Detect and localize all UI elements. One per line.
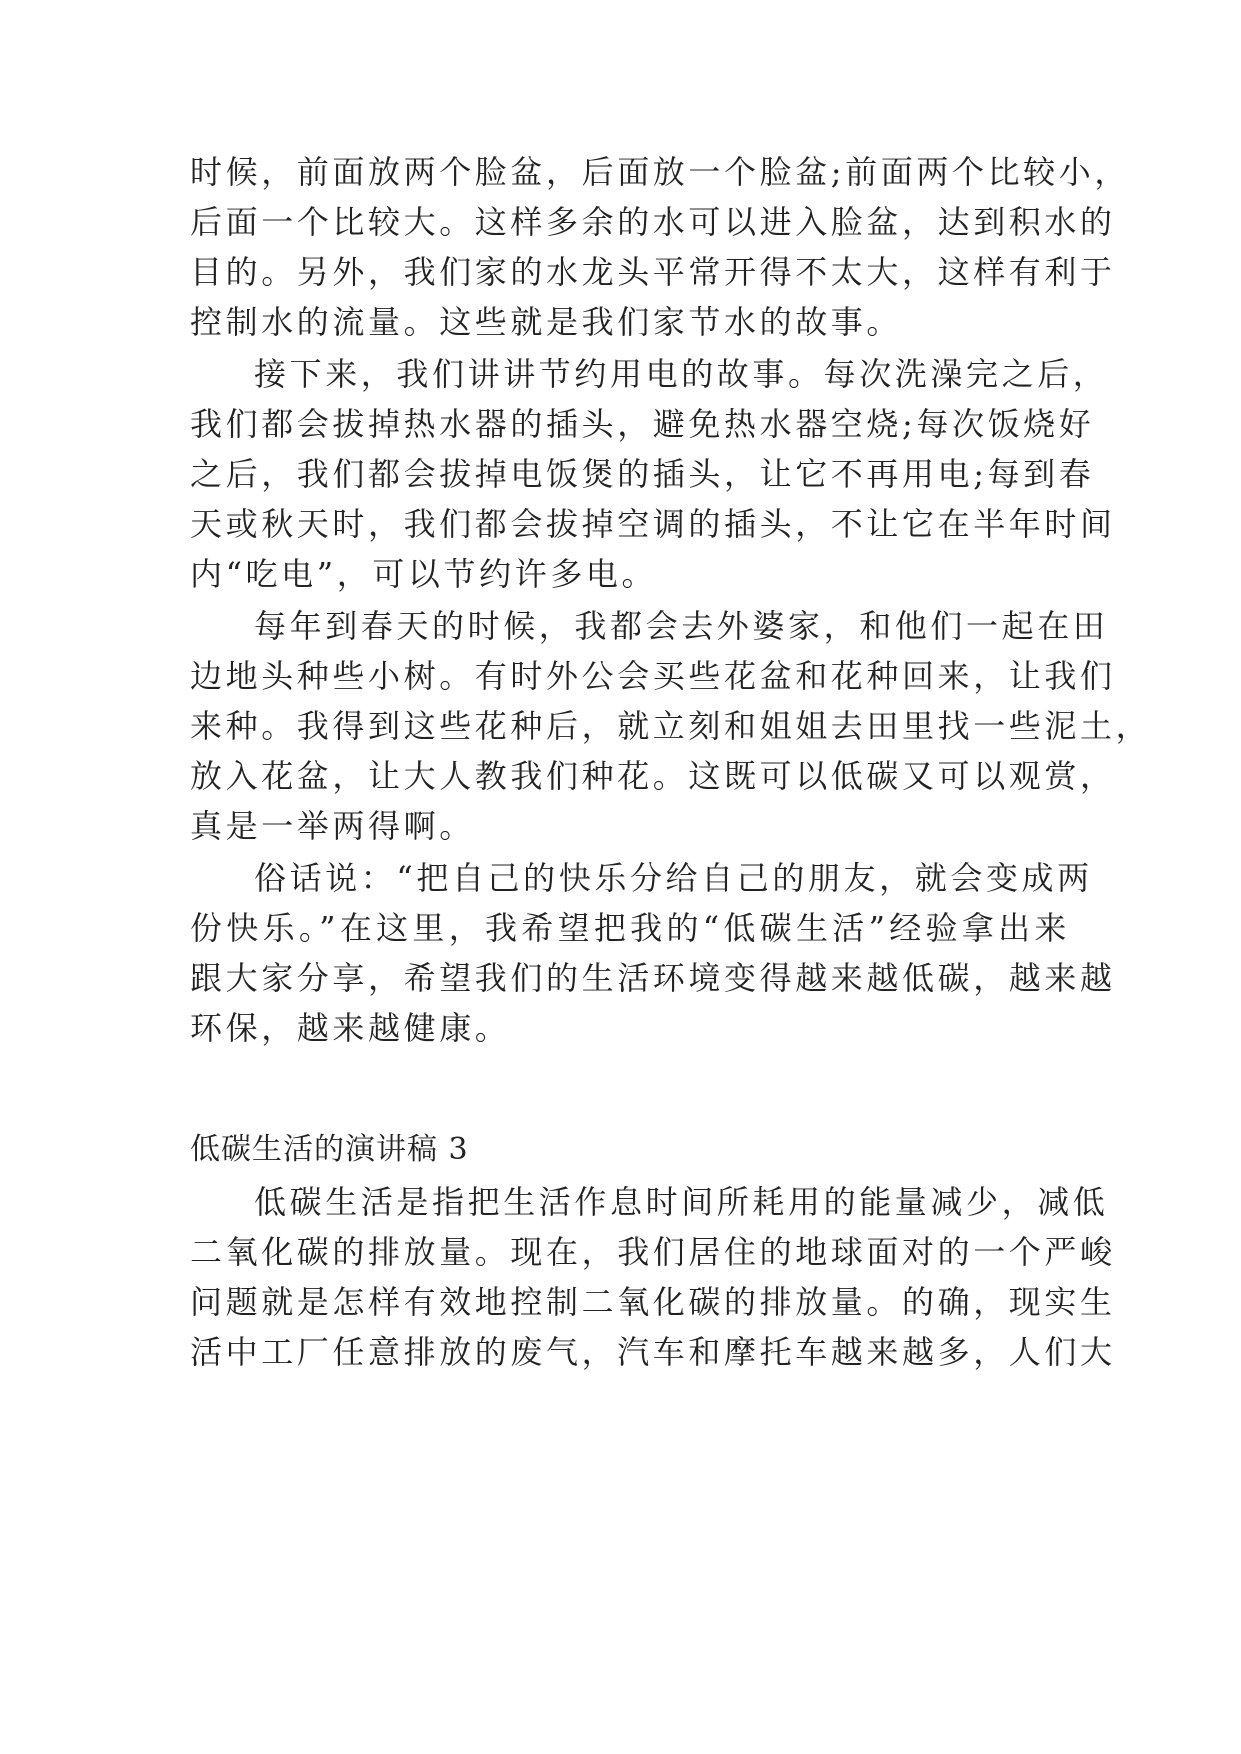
paragraph-1-line-1: 时候，前面放两个脸盆，后面放一个脸盆;前面两个比较小，: [190, 153, 1130, 191]
paragraph-4-line-1: 俗话说：“把自己的快乐分给自己的朋友，就会变成两: [254, 859, 1093, 897]
paragraph-2-line-1: 接下来，我们讲讲节约用电的故事。每次洗澡完之后，: [254, 355, 1109, 393]
paragraph-3-line-3: 来种。我得到这些花种后，就立刻和姐姐去田里找一些泥土，: [190, 707, 1152, 745]
section-paragraph-line-2: 二氧化碳的排放量。现在，我们居住的地球面对的一个严峻: [190, 1233, 1116, 1271]
paragraph-3-line-5: 真是一举两得啊。: [190, 807, 475, 845]
paragraph-4-line-4: 环保，越来越健康。: [190, 1009, 511, 1047]
paragraph-2-line-3: 之后，我们都会拔掉电饭煲的插头，让它不再用电;每到春: [190, 455, 1095, 493]
paragraph-1-line-4: 控制水的流量。这些就是我们家节水的故事。: [190, 303, 903, 341]
section-title: 低碳生活的演讲稿 3: [190, 1132, 469, 1167]
paragraph-2-line-5: 内“吃电”，可以节约许多电。: [190, 555, 658, 593]
section-paragraph-line-3: 问题就是怎样有效地控制二氧化碳的排放量。的确，现实生: [190, 1283, 1116, 1321]
paragraph-3-line-2: 边地头种些小树。有时外公会买些花盆和花种回来，让我们: [190, 657, 1116, 695]
paragraph-4-line-2: 份快乐。”在这里，我希望把我的“低碳生活”经验拿出来: [190, 909, 1070, 947]
section-paragraph-line-4: 活中工厂任意排放的废气，汽车和摩托车越来越多，人们大: [190, 1333, 1116, 1371]
section-paragraph-line-1: 低碳生活是指把生活作息时间所耗用的能量减少，减低: [254, 1183, 1109, 1221]
paragraph-1-line-3: 目的。另外，我们家的水龙头平常开得不太大，这样有利于: [190, 253, 1116, 291]
paragraph-2-line-4: 天或秋天时，我们都会拔掉空调的插头，不让它在半年时间: [190, 505, 1116, 543]
paragraph-4-line-3: 跟大家分享，希望我们的生活环境变得越来越低碳，越来越: [190, 959, 1116, 997]
paragraph-3-line-4: 放入花盆，让大人教我们种花。这既可以低碳又可以观赏，: [190, 757, 1116, 795]
paragraph-1-line-2: 后面一个比较大。这样多余的水可以进入脸盆，达到积水的: [190, 203, 1116, 241]
paragraph-2-line-2: 我们都会拔掉热水器的插头，避免热水器空烧;每次饭烧好: [190, 405, 1095, 443]
paragraph-3-line-1: 每年到春天的时候，我都会去外婆家，和他们一起在田: [254, 607, 1109, 645]
